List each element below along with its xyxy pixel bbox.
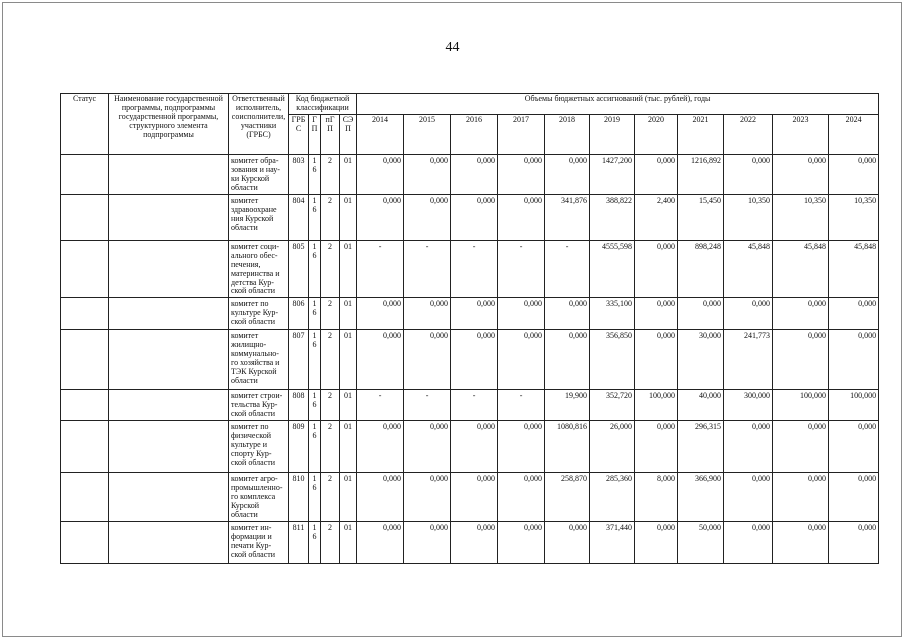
value-cell: 366,900	[678, 473, 724, 522]
value-cell: 0,000	[498, 330, 545, 390]
grbs-cell: 803	[289, 154, 309, 194]
value-cell: 0,000	[357, 473, 404, 522]
grbs-cell: 808	[289, 390, 309, 421]
program-name-cell	[109, 522, 229, 564]
value-cell: 0,000	[678, 298, 724, 330]
value-cell: 45,848	[724, 240, 773, 298]
value-cell: 0,000	[724, 473, 773, 522]
table-row	[61, 390, 879, 421]
value-cell: 241,773	[724, 330, 773, 390]
value-cell: -	[545, 240, 590, 298]
value-cell: 0,000	[498, 194, 545, 240]
pgp-cell: 2	[321, 240, 340, 298]
value-cell: 0,000	[498, 522, 545, 564]
value-cell: 0,000	[829, 330, 879, 390]
executor-cell: комитет строи-тельства Кур-ской области	[229, 390, 289, 421]
executor-cell: комитет обра-зования и нау-ки Курской области	[229, 154, 289, 194]
executor-cell: комитет ин-формации и печати Кур-ской области	[229, 522, 289, 564]
header-status: Статус	[61, 94, 109, 155]
header-code-gp: ГП	[309, 114, 321, 154]
pgp-cell: 2	[321, 194, 340, 240]
value-cell: 100,000	[829, 390, 879, 421]
value-cell: 4555,598	[590, 240, 635, 298]
status-cell	[61, 473, 109, 522]
value-cell: 26,000	[590, 421, 635, 473]
value-cell: 0,000	[724, 154, 773, 194]
value-cell: 0,000	[357, 194, 404, 240]
value-cell: 0,000	[773, 298, 829, 330]
table-row	[61, 522, 879, 564]
header-volume-group: Объемы бюджетных ассигнований (тыс. рублей), годы	[357, 94, 879, 115]
value-cell: 40,000	[678, 390, 724, 421]
value-cell: 10,350	[724, 194, 773, 240]
value-cell: 0,000	[404, 473, 451, 522]
value-cell: -	[451, 390, 498, 421]
value-cell: -	[404, 390, 451, 421]
status-cell	[61, 240, 109, 298]
program-name-cell	[109, 390, 229, 421]
executor-cell: комитет здравоохране ния Курской области	[229, 194, 289, 240]
value-cell: -	[498, 240, 545, 298]
value-cell: 0,000	[451, 194, 498, 240]
value-cell: 0,000	[498, 421, 545, 473]
status-cell	[61, 298, 109, 330]
value-cell: 0,000	[829, 298, 879, 330]
value-cell: 0,000	[635, 421, 678, 473]
sep-cell: 01	[340, 194, 357, 240]
budget-table	[60, 93, 879, 564]
pgp-cell: 2	[321, 390, 340, 421]
table-row	[61, 240, 879, 298]
value-cell: 0,000	[545, 330, 590, 390]
value-cell: 0,000	[724, 298, 773, 330]
pgp-cell: 2	[321, 154, 340, 194]
grbs-cell: 807	[289, 330, 309, 390]
value-cell: 285,360	[590, 473, 635, 522]
gp-cell: 16	[309, 522, 321, 564]
program-name-cell	[109, 154, 229, 194]
value-cell: 0,000	[404, 194, 451, 240]
value-cell: 356,850	[590, 330, 635, 390]
value-cell: -	[357, 240, 404, 298]
grbs-cell: 805	[289, 240, 309, 298]
status-cell	[61, 421, 109, 473]
value-cell: 0,000	[635, 330, 678, 390]
header-code-pgp: пГП	[321, 114, 340, 154]
sep-cell: 01	[340, 240, 357, 298]
value-cell: 258,870	[545, 473, 590, 522]
value-cell: 0,000	[451, 298, 498, 330]
pgp-cell: 2	[321, 473, 340, 522]
value-cell: 0,000	[773, 473, 829, 522]
value-cell: 0,000	[829, 154, 879, 194]
sep-cell: 01	[340, 390, 357, 421]
value-cell: 100,000	[635, 390, 678, 421]
pgp-cell: 2	[321, 421, 340, 473]
value-cell: 300,000	[724, 390, 773, 421]
value-cell: 10,350	[773, 194, 829, 240]
executor-cell: комитет агро-промышленно-го комплекса Курской области	[229, 473, 289, 522]
program-name-cell	[109, 240, 229, 298]
status-cell	[61, 390, 109, 421]
gp-cell: 16	[309, 473, 321, 522]
value-cell: 0,000	[498, 473, 545, 522]
value-cell: -	[498, 390, 545, 421]
value-cell: 0,000	[545, 522, 590, 564]
value-cell: 388,822	[590, 194, 635, 240]
header-name: Наименование государственной программы, подпрограммы государственной программы, структурного элемента подпрограммы	[109, 94, 229, 155]
pgp-cell: 2	[321, 522, 340, 564]
executor-cell: комитет жилищно-коммунально-го хозяйства и ТЭК Курской области	[229, 330, 289, 390]
value-cell: 0,000	[451, 154, 498, 194]
gp-cell: 16	[309, 421, 321, 473]
value-cell: -	[357, 390, 404, 421]
value-cell: 296,315	[678, 421, 724, 473]
value-cell: 0,000	[451, 421, 498, 473]
gp-cell: 16	[309, 390, 321, 421]
header-year: 2014	[357, 114, 404, 154]
pgp-cell: 2	[321, 298, 340, 330]
value-cell: 0,000	[545, 154, 590, 194]
header-year: 2023	[773, 114, 829, 154]
sep-cell: 01	[340, 154, 357, 194]
budget-body	[61, 154, 879, 563]
status-cell	[61, 330, 109, 390]
value-cell: 0,000	[451, 473, 498, 522]
value-cell: 0,000	[635, 154, 678, 194]
value-cell: 10,350	[829, 194, 879, 240]
value-cell: 0,000	[545, 298, 590, 330]
value-cell: 100,000	[773, 390, 829, 421]
sep-cell: 01	[340, 330, 357, 390]
header-year: 2017	[498, 114, 545, 154]
grbs-cell: 811	[289, 522, 309, 564]
header-executor: Ответственный исполнитель, соисполнители, участники (ГРБС)	[229, 94, 289, 155]
value-cell: 0,000	[498, 298, 545, 330]
value-cell: 0,000	[635, 298, 678, 330]
header-year: 2021	[678, 114, 724, 154]
status-cell	[61, 522, 109, 564]
value-cell: 0,000	[635, 522, 678, 564]
value-cell: 0,000	[357, 154, 404, 194]
gp-cell: 16	[309, 240, 321, 298]
value-cell: 0,000	[773, 421, 829, 473]
header-year: 2022	[724, 114, 773, 154]
grbs-cell: 810	[289, 473, 309, 522]
value-cell: 0,000	[357, 330, 404, 390]
value-cell: 0,000	[829, 522, 879, 564]
gp-cell: 16	[309, 194, 321, 240]
status-cell	[61, 194, 109, 240]
value-cell: 898,248	[678, 240, 724, 298]
sep-cell: 01	[340, 473, 357, 522]
value-cell: 0,000	[451, 330, 498, 390]
sep-cell: 01	[340, 522, 357, 564]
value-cell: 0,000	[773, 330, 829, 390]
header-year: 2015	[404, 114, 451, 154]
table-row	[61, 298, 879, 330]
value-cell: 0,000	[357, 421, 404, 473]
executor-cell: комитет по физической культуре и спорту Кур-ской области	[229, 421, 289, 473]
value-cell: 45,848	[829, 240, 879, 298]
gp-cell: 16	[309, 330, 321, 390]
value-cell: 0,000	[773, 154, 829, 194]
value-cell: 19,900	[545, 390, 590, 421]
executor-cell: комитет по культуре Кур-ской области	[229, 298, 289, 330]
value-cell: 0,000	[404, 421, 451, 473]
table-row	[61, 194, 879, 240]
table-row	[61, 473, 879, 522]
program-name-cell	[109, 421, 229, 473]
header-code-grbs: ГРБС	[289, 114, 309, 154]
table-row	[61, 330, 879, 390]
value-cell: 2,400	[635, 194, 678, 240]
value-cell: 0,000	[724, 522, 773, 564]
grbs-cell: 804	[289, 194, 309, 240]
value-cell: 0,000	[498, 154, 545, 194]
program-name-cell	[109, 298, 229, 330]
value-cell: 1427,200	[590, 154, 635, 194]
sep-cell: 01	[340, 421, 357, 473]
value-cell: 335,100	[590, 298, 635, 330]
header-year: 2016	[451, 114, 498, 154]
value-cell: 0,000	[404, 154, 451, 194]
value-cell: 341,876	[545, 194, 590, 240]
value-cell: 0,000	[724, 421, 773, 473]
value-cell: 0,000	[357, 522, 404, 564]
value-cell: 0,000	[404, 522, 451, 564]
executor-cell: комитет соци-ального обес-печения, материнства и детства Кур-ской области	[229, 240, 289, 298]
value-cell: 15,450	[678, 194, 724, 240]
value-cell: 45,848	[773, 240, 829, 298]
page-number: 44	[445, 40, 460, 55]
value-cell: -	[404, 240, 451, 298]
program-name-cell	[109, 194, 229, 240]
program-name-cell	[109, 473, 229, 522]
gp-cell: 16	[309, 154, 321, 194]
grbs-cell: 806	[289, 298, 309, 330]
status-cell	[61, 154, 109, 194]
value-cell: 0,000	[404, 330, 451, 390]
value-cell: 0,000	[357, 298, 404, 330]
value-cell: -	[451, 240, 498, 298]
value-cell: 1080,816	[545, 421, 590, 473]
value-cell: 0,000	[829, 421, 879, 473]
value-cell: 0,000	[404, 298, 451, 330]
sep-cell: 01	[340, 298, 357, 330]
value-cell: 0,000	[829, 473, 879, 522]
value-cell: 0,000	[451, 522, 498, 564]
table-row	[61, 154, 879, 194]
value-cell: 0,000	[635, 240, 678, 298]
value-cell: 8,000	[635, 473, 678, 522]
gp-cell: 16	[309, 298, 321, 330]
header-year: 2018	[545, 114, 590, 154]
pgp-cell: 2	[321, 330, 340, 390]
header-code-group: Код бюджетной классификации	[289, 94, 357, 115]
value-cell: 0,000	[773, 522, 829, 564]
header-year: 2019	[590, 114, 635, 154]
program-name-cell	[109, 330, 229, 390]
value-cell: 352,720	[590, 390, 635, 421]
value-cell: 30,000	[678, 330, 724, 390]
table-row	[61, 421, 879, 473]
value-cell: 50,000	[678, 522, 724, 564]
grbs-cell: 809	[289, 421, 309, 473]
header-year: 2020	[635, 114, 678, 154]
header-year: 2024	[829, 114, 879, 154]
header-code-sep: СЭП	[340, 114, 357, 154]
value-cell: 1216,892	[678, 154, 724, 194]
value-cell: 371,440	[590, 522, 635, 564]
